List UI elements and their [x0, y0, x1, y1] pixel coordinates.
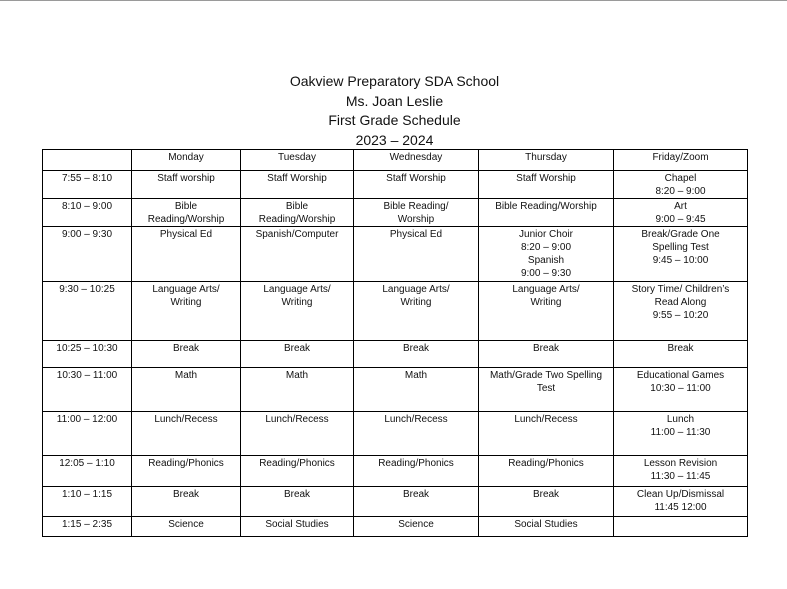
activity-line: Lunch/Recess: [514, 414, 578, 425]
tuesday-activity-cell: [241, 282, 354, 341]
thursday-activity-cell: [479, 341, 614, 368]
activity-line: Break: [172, 343, 200, 354]
tuesday-activity-cell: [241, 227, 354, 282]
wednesday-activity-cell: [354, 282, 479, 341]
activity-line: Math: [404, 370, 428, 381]
page-top-border: [0, 0, 787, 1]
thursday-activity-cell: [479, 282, 614, 341]
tuesday-activity-cell: [241, 341, 354, 368]
time-slot-cell: 10:25 – 10:30: [43, 341, 132, 368]
tuesday-activity-cell: [241, 368, 354, 412]
activity-line: Staff Worship: [267, 173, 327, 184]
activity-line: Physical Ed: [389, 229, 443, 240]
wednesday-activity-cell: [354, 171, 479, 199]
activity-line: Spanish: [527, 255, 565, 266]
header-cell-friday: Friday/Zoom: [614, 150, 748, 171]
activity-line: Social Studies: [265, 519, 329, 530]
activity-line: Lesson Revision: [643, 458, 718, 469]
activity-line: Lunch/Recess: [154, 414, 218, 425]
activity-line: Physical Ed: [159, 229, 213, 240]
activity-line: Break: [172, 489, 200, 500]
activity-line: Language Arts/: [152, 284, 220, 295]
activity-line: Bible Reading/Worship: [495, 201, 597, 212]
time-slot-cell: 12:05 – 1:10: [43, 456, 132, 487]
activity-line: Social Studies: [514, 519, 578, 530]
activity-line: Staff worship: [157, 173, 215, 184]
wednesday-activity-cell: [354, 456, 479, 487]
time-slot-cell: 9:00 – 9:30: [43, 227, 132, 282]
activity-line: Reading/Worship: [147, 214, 225, 225]
activity-line: Reading/Phonics: [259, 458, 335, 469]
activity-line: Bible: [174, 201, 198, 212]
activity-line: Break: [532, 343, 560, 354]
activity-line: 8:20 – 9:00: [655, 186, 706, 197]
friday-activity-cell: [614, 282, 748, 341]
activity-line: Break: [402, 343, 430, 354]
activity-line: Lunch/Recess: [265, 414, 329, 425]
table-row: [43, 341, 748, 368]
tuesday-activity-cell: [241, 412, 354, 456]
school-year: 2023 – 2024: [355, 131, 434, 148]
activity-line: Math: [285, 370, 309, 381]
activity-line: 11:30 – 11:45: [650, 471, 711, 482]
activity-line: 9:00 – 9:45: [655, 214, 706, 225]
header-cell-time: [43, 150, 132, 171]
table-row: [43, 412, 748, 456]
activity-line: 9:00 – 9:30: [520, 268, 572, 279]
activity-line: Writing: [530, 297, 562, 308]
school-name: Oakview Preparatory SDA School: [289, 73, 500, 89]
thursday-activity-cell: [479, 456, 614, 487]
wednesday-activity-cell: [354, 412, 479, 456]
activity-line: 9:45 – 10:00: [652, 255, 709, 266]
friday-activity-cell: [614, 171, 748, 199]
activity-line: Language Arts/: [382, 284, 450, 295]
monday-activity-cell: [132, 517, 241, 537]
activity-line: Lunch: [666, 414, 695, 425]
friday-activity-cell: [614, 341, 748, 368]
table-row: [43, 199, 748, 227]
table-row: [43, 171, 748, 199]
header-cell-wednesday: Wednesday: [354, 150, 479, 171]
activity-line: Bible: [285, 201, 309, 212]
monday-activity-cell: [132, 282, 241, 341]
activity-line: Science: [398, 519, 434, 530]
time-slot-cell: 9:30 – 10:25: [43, 282, 132, 341]
activity-line: 11:00 – 11:30: [650, 427, 711, 438]
activity-line: Spelling Test: [652, 242, 709, 253]
teacher-name: Ms. Joan Leslie: [345, 92, 444, 109]
activity-line: Read Along: [654, 297, 707, 308]
activity-line: Art: [674, 201, 687, 212]
table-row: [43, 227, 748, 282]
monday-activity-cell: [132, 171, 241, 199]
thursday-activity-cell: [479, 368, 614, 412]
tuesday-activity-cell: [241, 456, 354, 487]
activity-line: Reading/Phonics: [378, 458, 454, 469]
monday-activity-cell: [132, 199, 241, 227]
activity-line: Test: [536, 383, 556, 394]
table-row: [43, 368, 748, 412]
activity-line: Language Arts/: [512, 284, 580, 295]
friday-activity-cell: [614, 199, 748, 227]
activity-line: 8:20 – 9:00: [520, 242, 572, 253]
activity-line: Junior Choir: [519, 229, 573, 240]
activity-line: Reading/Worship: [258, 214, 336, 225]
activity-line: Spanish/Computer: [255, 229, 339, 240]
time-slot-cell: 8:10 – 9:00: [43, 199, 132, 227]
thursday-activity-cell: [479, 199, 614, 227]
table-row: [43, 487, 748, 517]
friday-activity-cell: [614, 456, 748, 487]
wednesday-activity-cell: [354, 368, 479, 412]
activity-line: 9:55 – 10:20: [652, 310, 709, 321]
header-cell-monday: Monday: [132, 150, 241, 171]
friday-activity-cell: [614, 227, 748, 282]
wednesday-activity-cell: [354, 341, 479, 368]
header-cell-thursday: Thursday: [479, 150, 614, 171]
time-slot-cell: 1:15 – 2:35: [43, 517, 132, 537]
friday-activity-cell: [614, 368, 748, 412]
friday-activity-cell: [614, 517, 748, 537]
activity-line: Staff Worship: [516, 173, 576, 184]
time-slot-cell: 1:10 – 1:15: [43, 487, 132, 517]
wednesday-activity-cell: [354, 199, 479, 227]
time-slot-cell: 10:30 – 11:00: [43, 368, 132, 412]
activity-line: Break/Grade One: [641, 229, 720, 240]
activity-line: Bible Reading/: [383, 201, 449, 212]
monday-activity-cell: [132, 412, 241, 456]
thursday-activity-cell: [479, 227, 614, 282]
wednesday-activity-cell: [354, 517, 479, 537]
table-row: [43, 456, 748, 487]
table-row: [43, 282, 748, 341]
activity-line: Break: [532, 489, 560, 500]
activity-line: Educational Games: [636, 370, 725, 381]
tuesday-activity-cell: [241, 199, 354, 227]
activity-line: Lunch/Recess: [384, 414, 448, 425]
monday-activity-cell: [132, 341, 241, 368]
thursday-activity-cell: [479, 517, 614, 537]
header-cell-tuesday: Tuesday: [241, 150, 354, 171]
tuesday-activity-cell: [241, 171, 354, 199]
monday-activity-cell: [132, 227, 241, 282]
thursday-activity-cell: [479, 171, 614, 199]
activity-line: Reading/Phonics: [148, 458, 224, 469]
activity-line: Writing: [170, 297, 202, 308]
table-row: [43, 517, 748, 537]
friday-activity-cell: [614, 412, 748, 456]
activity-line: Writing: [400, 297, 432, 308]
friday-activity-cell: [614, 487, 748, 517]
activity-line: Language Arts/: [263, 284, 331, 295]
tuesday-activity-cell: [241, 487, 354, 517]
schedule-table: [42, 149, 748, 537]
thursday-activity-cell: [479, 487, 614, 517]
activity-line: 11:45 12:00: [654, 502, 707, 513]
activity-line: Chapel: [664, 173, 697, 184]
activity-line: Math/Grade Two Spelling: [489, 370, 603, 381]
activity-line: Reading/Phonics: [508, 458, 584, 469]
activity-line: 10:30 – 11:00: [650, 383, 711, 394]
header-row: [43, 150, 748, 171]
activity-line: Break: [667, 343, 694, 354]
activity-line: Clean Up/Dismissal: [636, 489, 725, 500]
time-slot-cell: 11:00 – 12:00: [43, 412, 132, 456]
activity-line: Worship: [397, 214, 435, 225]
activity-line: Break: [283, 343, 311, 354]
activity-line: Break: [402, 489, 430, 500]
activity-line: Writing: [281, 297, 313, 308]
document-title-block: [42, 72, 747, 150]
activity-line: Staff Worship: [386, 173, 446, 184]
activity-line: Math: [174, 370, 198, 381]
time-slot-cell: 7:55 – 8:10: [43, 171, 132, 199]
monday-activity-cell: [132, 456, 241, 487]
monday-activity-cell: [132, 368, 241, 412]
activity-line: Story Time/ Children’s: [631, 284, 730, 295]
wednesday-activity-cell: [354, 227, 479, 282]
schedule-title: First Grade Schedule: [328, 112, 461, 128]
activity-line: Break: [283, 489, 311, 500]
wednesday-activity-cell: [354, 487, 479, 517]
activity-line: Science: [168, 519, 204, 530]
tuesday-activity-cell: [241, 517, 354, 537]
thursday-activity-cell: [479, 412, 614, 456]
monday-activity-cell: [132, 487, 241, 517]
